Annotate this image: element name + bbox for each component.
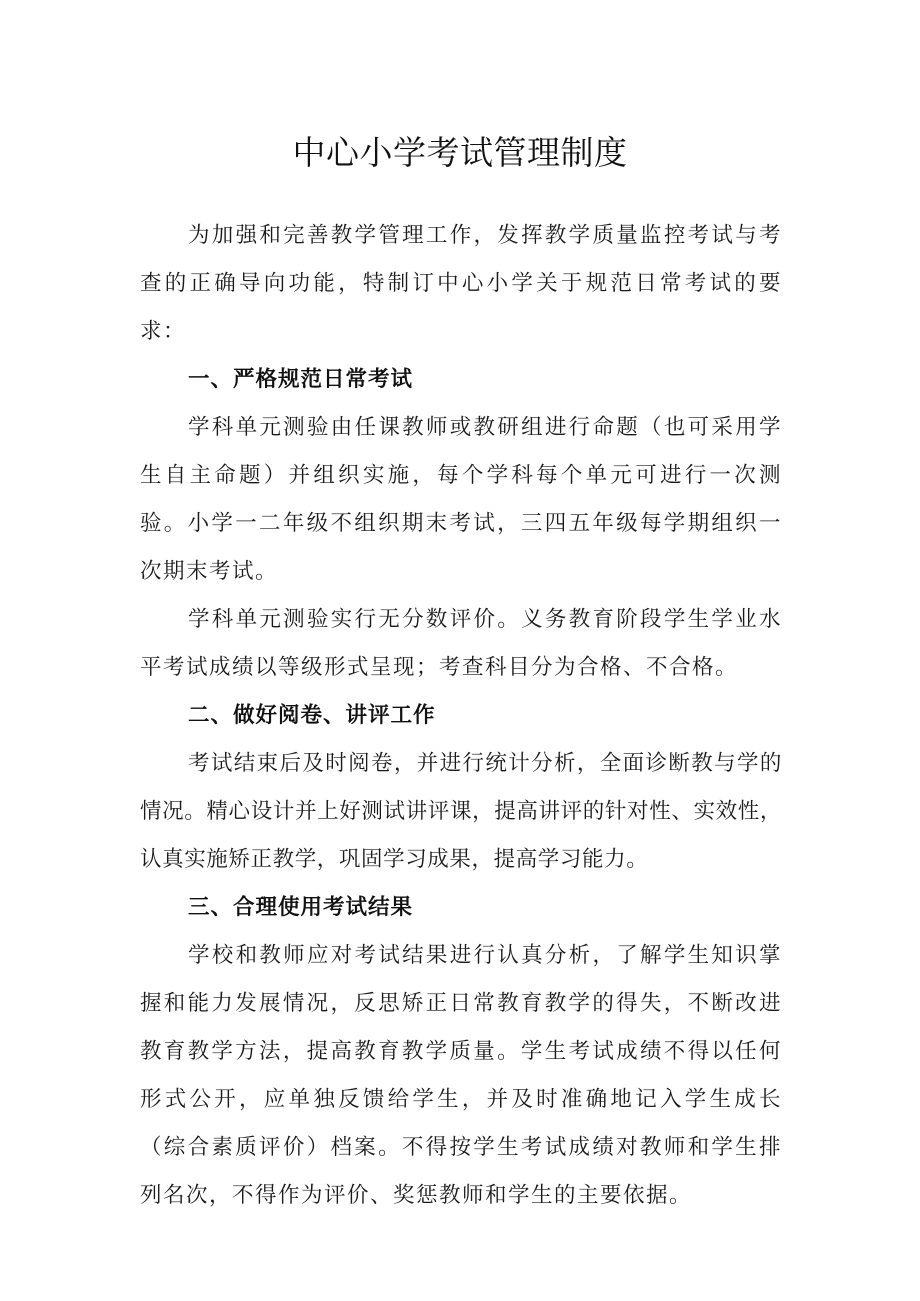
section-2-paragraph-1: 考试结束后及时阅卷，并进行统计分析，全面诊断教与学的情况。精心设计并上好测试讲评课，提高讲评的针对性、实效性，认真实施矫正教学，巩固学习成果，提高学习能力。: [140, 751, 782, 872]
section-1-paragraph-1: 学科单元测验由任课教师或教研组进行命题（也可采用学生自主命题）并组织实施，每个学科每个单元可进行一次测验。小学一二年级不组织期末考试，三四五年级每学期组织一次期末考试。: [140, 415, 782, 584]
section-3-heading: 三、合理使用考试结果: [188, 895, 414, 920]
section-3-paragraph-1: 学校和教师应对考试结果进行认真分析，了解学生知识掌握和能力发展情况，反思矫正日常教育教学的得失，不断改进教育教学方法，提高教育教学质量。学生考试成绩不得以任何形式公开，应单独反馈给学生，并及时准确地记入学生成长（综合素质评价）档案。不得按学生考试成绩对教师和学生排列名次，不得作为评价、奖惩教师和学生的主要依据。: [140, 943, 782, 1208]
section-1-heading: 一、严格规范日常考试: [188, 367, 414, 392]
section-2-heading: 二、做好阅卷、讲评工作: [188, 703, 436, 728]
document-title: 中心小学考试管理制度: [292, 133, 628, 172]
intro-paragraph: 为加强和完善教学管理工作，发挥教学质量监控考试与考查的正确导向功能，特制订中心小学关于规范日常考试的要求：: [140, 223, 782, 344]
section-1-paragraph-2: 学科单元测验实行无分数评价。义务教育阶段学生学业水平考试成绩以等级形式呈现；考查科目分为合格、不合格。: [140, 607, 782, 680]
document-body: [140, 212, 782, 1220]
